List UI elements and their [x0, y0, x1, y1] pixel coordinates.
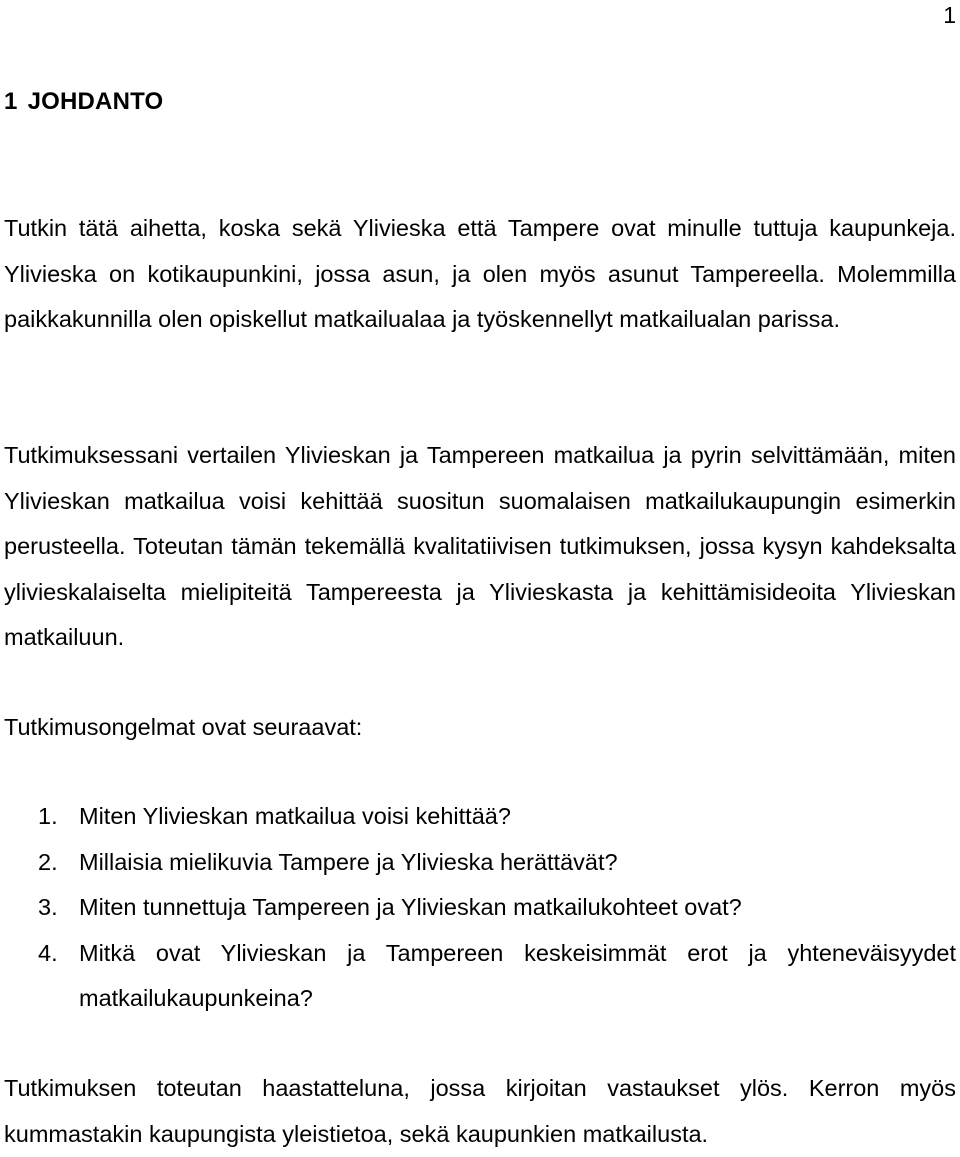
list-item [38, 885, 956, 931]
list-item [38, 840, 956, 886]
list-item-marker: 4. [38, 939, 58, 966]
chapter-number: 1 [4, 88, 18, 115]
paragraph-research-problems-intro: Tutkimusongelmat ovat seuraavat: [4, 714, 363, 740]
list-item-text: Miten tunnettuja Tampereen ja Ylivieskan matkailukohteet ovat? [79, 894, 742, 921]
paragraph-methodology: Tutkimuksen toteutan haastatteluna, jossa kirjoitan vastaukset ylös. Kerron myös kummastakin kaupungista yleistietoa, sekä kaupunkien matkailusta. [4, 1075, 956, 1147]
paragraph-intro: Tutkin tätä aihetta, koska sekä Ylivieska että Tampere ovat minulle tuttuja kaupunkeja. Ylivieska on kotikaupunkini, jossa asun, ja olen myös asunut Tampereella. Molemmilla paikkakunnilla olen opiskellut matkailualaa ja työskennellyt matkailualan parissa. [4, 215, 956, 333]
list-item-text: Miten Ylivieskan matkailua voisi kehittää? [79, 803, 511, 829]
chapter-heading [4, 88, 163, 116]
research-questions-list [38, 794, 956, 1022]
list-item-text: Mitkä ovat Ylivieskan ja Tampereen keskeisimmät erot ja yhteneväisyydet matkailukaupunkeina? [79, 939, 956, 1012]
paragraph-research-description: Tutkimuksessani vertailen Ylivieskan ja Tampereen matkailua ja pyrin selvittämään, miten Ylivieskan matkailua voisi kehittää suositun suomalaisen matkailukaupungin esimerkin perusteella. Toteutan tämän tekemällä kvalitatiivisen tutkimuksen, jossa kysyn kahdeksalta ylivieskalaiselta mielipiteitä Tampereesta ja Ylivieskasta ja kehittämisideoita Ylivieskan matkailuun. [4, 442, 956, 651]
list-item-marker: 2. [38, 848, 58, 875]
list-item-marker: 3. [38, 894, 58, 921]
list-item [38, 931, 956, 1022]
chapter-title: JOHDANTO [27, 88, 164, 115]
list-item-text: Millaisia mielikuvia Tampere ja Ylivieska herättävät? [79, 848, 618, 875]
list-item [38, 794, 956, 840]
page-number: 1 [943, 2, 956, 28]
list-item-marker: 1. [38, 803, 58, 829]
